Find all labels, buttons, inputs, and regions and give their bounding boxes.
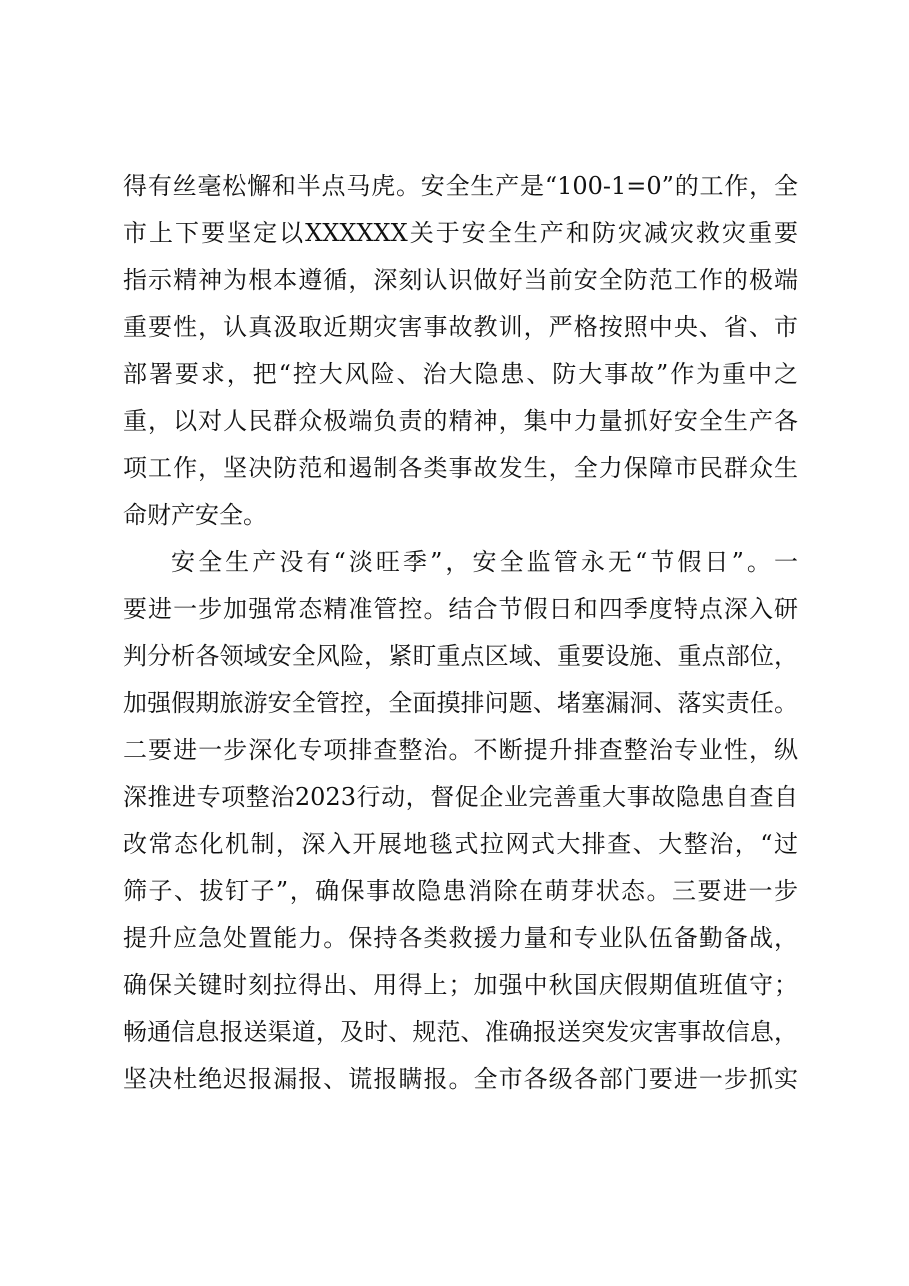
text-line: 改常态化机制，深入开展地毯式拉网式大排查、大整治，“过 [123,830,798,858]
text-line: 指示精神为根本遵循，深刻认识做好当前安全防范工作的极端 [123,266,798,294]
text-line: 命财产安全。 [123,501,267,529]
paragraph-2 [123,539,798,1103]
text-line: 确保关键时刻拉得出、用得上；加强中秋国庆假期值班值守； [123,971,798,999]
text-line: 安全生产没有“淡旺季”，安全监管永无“节假日”。一 [171,548,798,576]
document-body [123,163,798,1103]
text-line: 得有丝毫松懈和半点马虎。安全生产是“100-1=0”的工作，全 [123,172,798,200]
text-line: 提升应急处置能力。保持各类救援力量和专业队伍备勤备战， [123,924,798,952]
text-line: 部署要求，把“控大风险、治大隐患、防大事故”作为重中之 [123,360,798,388]
text-line: 重，以对人民群众极端负责的精神，集中力量抓好安全生产各 [123,407,798,435]
text-line: 判分析各领域安全风险，紧盯重点区域、重要设施、重点部位， [123,642,798,670]
text-line: 坚决杜绝迟报漏报、谎报瞒报。全市各级各部门要进一步抓实 [123,1065,798,1093]
text-line: 深推进专项整治2023行动，督促企业完善重大事故隐患自查自 [123,783,798,811]
text-line: 筛子、拔钉子”，确保事故隐患消除在萌芽状态。三要进一步 [123,877,798,905]
text-line: 二要进一步深化专项排查整治。不断提升排查整治专业性，纵 [123,736,798,764]
text-line: 项工作，坚决防范和遏制各类事故发生，全力保障市民群众生 [123,454,798,482]
text-line: 要进一步加强常态精准管控。结合节假日和四季度特点深入研 [123,595,798,623]
text-line: 市上下要坚定以XXXXXX关于安全生产和防灾减灾救灾重要 [123,219,798,247]
paragraph-1 [123,163,798,539]
text-line: 重要性，认真汲取近期灾害事故教训，严格按照中央、省、市 [123,313,798,341]
text-line: 畅通信息报送渠道，及时、规范、准确报送突发灾害事故信息， [123,1018,798,1046]
text-line: 加强假期旅游安全管控，全面摸排问题、堵塞漏洞、落实责任。 [123,689,798,717]
